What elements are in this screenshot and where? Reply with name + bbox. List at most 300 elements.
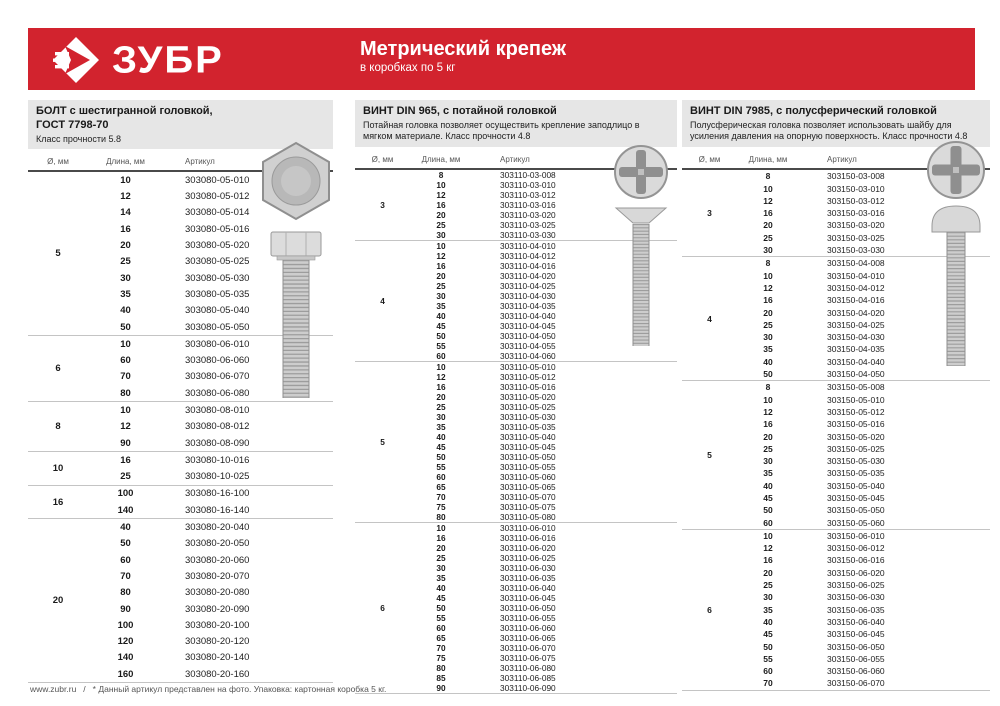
table-row [737, 604, 990, 616]
length-cell: 100 [117, 619, 134, 631]
col-header-length: Длина, мм [106, 157, 145, 167]
col-header-diameter: Ø, мм [698, 155, 721, 165]
length-cell: 80 [120, 387, 131, 399]
article-cell: 303150-05-035 [827, 468, 885, 479]
table-row [88, 452, 333, 468]
article-cell: 303080-05-030 [185, 272, 250, 284]
length-cell: 70 [120, 371, 131, 383]
table-row [410, 533, 677, 543]
length-cell: 20 [436, 271, 446, 282]
article-cell: 303110-05-030 [500, 412, 556, 423]
table-row [410, 613, 677, 623]
article-cell: 303110-06-085 [500, 673, 556, 684]
table-row [410, 482, 677, 492]
diameter-group [28, 519, 333, 683]
article-cell: 303110-04-040 [500, 311, 556, 322]
length-cell: 50 [763, 505, 773, 516]
article-cell: 303110-03-008 [500, 170, 556, 181]
table-row [737, 567, 990, 579]
article-cell: 303150-03-016 [827, 208, 885, 219]
table-row [737, 542, 990, 554]
length-cell: 12 [436, 251, 446, 262]
table-row [410, 563, 677, 573]
article-cell: 303150-04-020 [827, 307, 885, 318]
article-cell: 303150-05-025 [827, 443, 885, 454]
table-row [410, 512, 677, 522]
length-cell: 12 [763, 543, 773, 554]
length-cell: 12 [120, 421, 131, 433]
length-cell: 55 [436, 341, 446, 352]
section-header [355, 100, 677, 147]
diameter-cell: 4 [380, 296, 385, 307]
article-cell: 303150-03-020 [827, 220, 885, 231]
length-cell: 60 [436, 472, 446, 483]
length-cell: 55 [763, 653, 773, 664]
length-cell: 10 [436, 523, 446, 534]
length-cell: 40 [120, 522, 131, 534]
length-cell: 25 [436, 553, 446, 564]
diameter-cell: 3 [380, 200, 385, 211]
article-cell: 303110-06-045 [500, 593, 556, 604]
length-cell: 50 [436, 331, 446, 342]
table-row [410, 372, 677, 382]
length-cell: 20 [763, 567, 773, 578]
article-cell: 303150-04-012 [827, 282, 885, 293]
article-cell: 303110-04-060 [500, 351, 556, 362]
article-cell: 303110-04-012 [500, 251, 556, 262]
diameter-cell: 6 [707, 604, 712, 615]
col-header-length: Длина, мм [421, 155, 461, 165]
table-row [410, 583, 677, 593]
article-cell: 303150-03-010 [827, 183, 885, 194]
section-title: ВИНТ DIN 7985, с полусферический головкой [690, 105, 937, 117]
article-cell: 303150-06-040 [827, 616, 885, 627]
article-cell: 303150-04-040 [827, 356, 885, 367]
section-description: Потайная головка позволяет осуществить крепление заподлицо в мягком материале. Класс прочности 4.8 [363, 119, 640, 142]
table-row [410, 663, 677, 673]
length-cell: 70 [436, 643, 446, 654]
article-cell: 303080-20-100 [185, 619, 250, 631]
article-cell: 303080-06-060 [185, 355, 250, 367]
article-cell: 303110-04-016 [500, 261, 556, 272]
length-cell: 40 [763, 616, 773, 627]
length-cell: 25 [763, 319, 773, 330]
length-cell: 8 [765, 258, 771, 269]
article-cell: 303080-05-012 [185, 191, 250, 203]
article-cell: 303150-06-060 [827, 666, 885, 677]
table-row [737, 640, 990, 652]
table-row [410, 462, 677, 472]
length-cell: 20 [120, 240, 131, 252]
table-row [737, 381, 990, 393]
length-cell: 50 [763, 369, 773, 380]
diameter-cell: 6 [55, 363, 61, 375]
table-row [737, 653, 990, 665]
diameter-group [28, 486, 333, 520]
article-cell: 303150-05-016 [827, 419, 885, 430]
article-cell: 303150-06-035 [827, 604, 885, 615]
length-cell: 30 [763, 592, 773, 603]
article-cell: 303150-06-020 [827, 567, 885, 578]
diameter-cell: 16 [52, 496, 64, 508]
article-cell: 303080-05-025 [185, 256, 250, 268]
article-cell: 303150-05-030 [827, 456, 885, 467]
table-row [410, 633, 677, 643]
table-row [737, 455, 990, 467]
length-cell: 16 [436, 382, 446, 393]
length-cell: 10 [436, 241, 446, 252]
article-cell: 303150-04-030 [827, 332, 885, 343]
length-cell: 20 [763, 220, 773, 231]
article-cell: 303110-04-045 [500, 321, 556, 332]
length-cell: 25 [120, 256, 131, 268]
length-cell: 30 [120, 272, 131, 284]
table-row [88, 519, 333, 535]
brand-name: ЗУБР [112, 39, 224, 81]
length-cell: 16 [763, 295, 773, 306]
article-cell: 303110-06-080 [500, 663, 556, 674]
length-cell: 25 [763, 580, 773, 591]
length-cell: 12 [120, 191, 131, 203]
length-cell: 160 [117, 668, 134, 680]
article-cell: 303080-05-020 [185, 240, 250, 252]
article-cell: 303110-03-012 [500, 190, 556, 201]
length-cell: 45 [763, 492, 773, 503]
length-cell: 10 [763, 183, 773, 194]
length-cell: 25 [120, 471, 131, 483]
length-cell: 50 [436, 603, 446, 614]
article-cell: 303110-05-025 [500, 402, 556, 413]
table-row [410, 472, 677, 482]
length-cell: 8 [765, 171, 771, 182]
article-cell: 303110-03-016 [500, 200, 556, 211]
length-cell: 30 [436, 563, 446, 574]
table-row [737, 554, 990, 566]
length-cell: 16 [763, 419, 773, 430]
article-cell: 303110-05-070 [500, 492, 556, 503]
article-cell: 303110-06-020 [500, 543, 556, 554]
section-title: ВИНТ DIN 965, с потайной головкой [363, 105, 557, 117]
article-cell: 303080-06-010 [185, 338, 250, 350]
pan-head-screw-photo [924, 140, 988, 375]
section-countersunk-screw [355, 100, 677, 694]
article-cell: 303080-20-140 [185, 652, 250, 664]
length-cell: 12 [763, 195, 773, 206]
length-cell: 55 [436, 462, 446, 473]
length-cell: 10 [436, 362, 446, 373]
length-cell: 16 [436, 533, 446, 544]
article-cell: 303110-05-040 [500, 432, 556, 443]
hex-bolt-photo [255, 140, 337, 407]
length-cell: 35 [436, 301, 446, 312]
zubr-logo-icon [52, 36, 100, 84]
table-row [88, 435, 333, 451]
length-cell: 35 [763, 604, 773, 615]
length-cell: 90 [120, 437, 131, 449]
article-cell: 303080-10-025 [185, 471, 250, 483]
article-cell: 303110-04-050 [500, 331, 556, 342]
article-cell: 303150-05-045 [827, 492, 885, 503]
article-cell: 303080-05-050 [185, 321, 250, 333]
article-cell: 303110-03-025 [500, 220, 556, 231]
table-row [737, 393, 990, 405]
article-cell: 303150-06-016 [827, 555, 885, 566]
article-cell: 303150-04-016 [827, 295, 885, 306]
length-cell: 70 [436, 492, 446, 503]
article-cell: 303080-06-080 [185, 387, 250, 399]
article-cell: 303080-16-100 [185, 488, 250, 500]
length-cell: 10 [120, 404, 131, 416]
table-row [88, 469, 333, 485]
article-cell: 303110-04-030 [500, 291, 556, 302]
col-header-article: Артикул [185, 157, 215, 167]
countersunk-screw-photo [611, 144, 671, 355]
col-header-diameter: Ø, мм [371, 155, 394, 165]
length-cell: 50 [120, 321, 131, 333]
page-title: Метрический крепеж [360, 38, 567, 60]
article-cell: 303110-06-070 [500, 643, 556, 654]
article-cell: 303150-06-010 [827, 530, 885, 541]
article-cell: 303110-05-055 [500, 462, 556, 473]
table-row [410, 553, 677, 563]
length-cell: 20 [436, 392, 446, 403]
table-row [410, 573, 677, 583]
article-cell: 303080-08-090 [185, 437, 250, 449]
length-cell: 40 [436, 583, 446, 594]
article-cell: 303080-05-040 [185, 305, 250, 317]
diameter-group [355, 523, 677, 694]
article-cell: 303110-04-055 [500, 341, 556, 352]
article-cell: 303110-06-060 [500, 623, 556, 634]
article-cell: 303110-05-065 [500, 482, 556, 493]
length-cell: 16 [763, 555, 773, 566]
article-cell: 303110-05-010 [500, 362, 556, 373]
length-cell: 35 [763, 344, 773, 355]
table-row [410, 543, 677, 553]
table-row [737, 430, 990, 442]
article-cell: 303110-03-030 [500, 230, 556, 241]
article-cell: 303150-04-008 [827, 258, 885, 269]
table-row [88, 634, 333, 650]
length-cell: 8 [765, 382, 771, 393]
table-row [410, 432, 677, 442]
article-cell: 303110-03-020 [500, 210, 556, 221]
table-row [410, 653, 677, 663]
table-row [737, 443, 990, 455]
length-cell: 40 [120, 305, 131, 317]
diameter-cell: 5 [707, 449, 712, 460]
table-row [737, 628, 990, 640]
length-cell: 10 [763, 530, 773, 541]
article-cell: 303110-03-010 [500, 180, 556, 191]
article-cell: 303150-04-035 [827, 344, 885, 355]
zubr-logo [52, 36, 224, 84]
table-row [737, 591, 990, 603]
length-cell: 70 [763, 678, 773, 689]
diameter-cell: 5 [380, 437, 385, 448]
section-description: Класс прочности 5.8 [36, 133, 122, 144]
length-cell: 65 [436, 482, 446, 493]
article-cell: 303150-03-030 [827, 245, 885, 256]
length-cell: 60 [120, 554, 131, 566]
table-row [737, 480, 990, 492]
article-cell: 303150-06-055 [827, 653, 885, 664]
length-cell: 75 [436, 502, 446, 513]
table-row [410, 502, 677, 512]
article-cell: 303150-04-050 [827, 369, 885, 380]
table-row [737, 406, 990, 418]
section-pan-head-screw [682, 100, 990, 691]
length-cell: 50 [763, 641, 773, 652]
article-cell: 303110-05-060 [500, 472, 556, 483]
length-cell: 80 [436, 663, 446, 674]
article-cell: 303110-05-012 [500, 372, 556, 383]
article-cell: 303110-05-016 [500, 382, 556, 393]
table-row [410, 442, 677, 452]
article-cell: 303110-04-020 [500, 271, 556, 282]
length-cell: 35 [120, 288, 131, 300]
article-cell: 303110-06-016 [500, 533, 556, 544]
article-cell: 303110-04-025 [500, 281, 556, 292]
article-cell: 303110-05-035 [500, 422, 556, 433]
article-cell: 303110-05-050 [500, 452, 556, 463]
length-cell: 55 [436, 613, 446, 624]
article-cell: 303110-05-020 [500, 392, 556, 403]
length-cell: 45 [436, 321, 446, 332]
length-cell: 20 [763, 307, 773, 318]
length-cell: 30 [436, 291, 446, 302]
length-cell: 60 [120, 355, 131, 367]
col-header-length: Длина, мм [748, 155, 788, 165]
table-row [410, 593, 677, 603]
table-row [410, 523, 677, 533]
length-cell: 70 [120, 570, 131, 582]
table-row [410, 402, 677, 412]
length-cell: 90 [120, 603, 131, 615]
site-url-link[interactable]: www.zubr.ru [30, 684, 77, 694]
article-cell: 303110-04-010 [500, 241, 556, 252]
table-row [410, 412, 677, 422]
diameter-group [355, 362, 677, 523]
page-footer [30, 684, 386, 694]
length-cell: 45 [436, 442, 446, 453]
article-cell: 303080-20-120 [185, 636, 250, 648]
article-cell: 303080-20-040 [185, 522, 250, 534]
article-cell: 303110-05-045 [500, 442, 556, 453]
article-cell: 303150-03-025 [827, 232, 885, 243]
length-cell: 8 [438, 170, 444, 181]
length-cell: 40 [763, 480, 773, 491]
footer-note: * Данный артикул представлен на фото. Упаковка: картонная коробка 5 кг. [92, 684, 387, 694]
article-cell: 303150-06-025 [827, 580, 885, 591]
table-row [88, 552, 333, 568]
table-row [737, 516, 990, 528]
length-cell: 25 [436, 281, 446, 292]
length-cell: 120 [117, 636, 134, 648]
article-cell: 303150-06-070 [827, 678, 885, 689]
article-cell: 303080-05-016 [185, 223, 250, 235]
table-row [88, 650, 333, 666]
length-cell: 30 [436, 230, 446, 241]
length-cell: 85 [436, 673, 446, 684]
col-header-article: Артикул [827, 155, 857, 165]
article-cell: 303110-06-030 [500, 563, 556, 574]
length-cell: 25 [763, 443, 773, 454]
article-cell: 303150-06-045 [827, 629, 885, 640]
table-row [410, 603, 677, 613]
length-cell: 60 [763, 666, 773, 677]
article-cell: 303150-06-030 [827, 592, 885, 603]
article-cell: 303150-04-025 [827, 319, 885, 330]
table-row [88, 419, 333, 435]
length-cell: 10 [763, 394, 773, 405]
article-cell: 303080-10-016 [185, 454, 250, 466]
article-cell: 303110-05-080 [500, 512, 556, 523]
section-title: БОЛТ с шестигранной головкой, [36, 105, 213, 117]
length-cell: 20 [436, 543, 446, 554]
length-cell: 12 [763, 406, 773, 417]
length-cell: 45 [763, 629, 773, 640]
article-cell: 303150-04-010 [827, 270, 885, 281]
length-cell: 16 [120, 223, 131, 235]
article-cell: 303080-20-080 [185, 587, 250, 599]
length-cell: 16 [120, 454, 131, 466]
length-cell: 65 [436, 633, 446, 644]
diameter-cell: 10 [52, 463, 64, 475]
length-cell: 14 [120, 207, 131, 219]
table-row [737, 492, 990, 504]
length-cell: 25 [436, 402, 446, 413]
length-cell: 25 [763, 232, 773, 243]
table-row [737, 504, 990, 516]
article-cell: 303080-20-090 [185, 603, 250, 615]
article-cell: 303080-20-050 [185, 538, 250, 550]
article-cell: 303080-20-060 [185, 554, 250, 566]
article-cell: 303110-06-065 [500, 633, 556, 644]
table-row [737, 530, 990, 542]
table-row [737, 467, 990, 479]
table-row [88, 666, 333, 682]
footer-separator: / [83, 684, 86, 694]
article-cell: 303110-05-075 [500, 502, 556, 513]
article-cell: 303150-05-008 [827, 382, 885, 393]
table-row [88, 601, 333, 617]
article-cell: 303110-06-050 [500, 603, 556, 614]
article-cell: 303150-06-050 [827, 641, 885, 652]
length-cell: 10 [120, 338, 131, 350]
length-cell: 60 [436, 351, 446, 362]
length-cell: 25 [436, 220, 446, 231]
length-cell: 40 [763, 356, 773, 367]
article-cell: 303080-05-014 [185, 207, 250, 219]
table-row [88, 486, 333, 502]
article-cell: 303110-06-090 [500, 683, 556, 694]
section-title-line2: ГОСТ 7798-70 [36, 118, 109, 131]
length-cell: 35 [436, 573, 446, 584]
length-cell: 35 [763, 468, 773, 479]
table-row [410, 673, 677, 683]
article-cell: 303150-03-008 [827, 171, 885, 182]
article-cell: 303080-16-140 [185, 504, 250, 516]
article-cell: 303110-06-040 [500, 583, 556, 594]
article-cell: 303080-05-010 [185, 174, 250, 186]
page-subtitle: в коробках по 5 кг [360, 62, 456, 74]
length-cell: 140 [117, 652, 134, 664]
article-cell: 303150-05-040 [827, 480, 885, 491]
length-cell: 60 [763, 517, 773, 528]
header-band [28, 28, 975, 90]
table-row [410, 683, 677, 693]
